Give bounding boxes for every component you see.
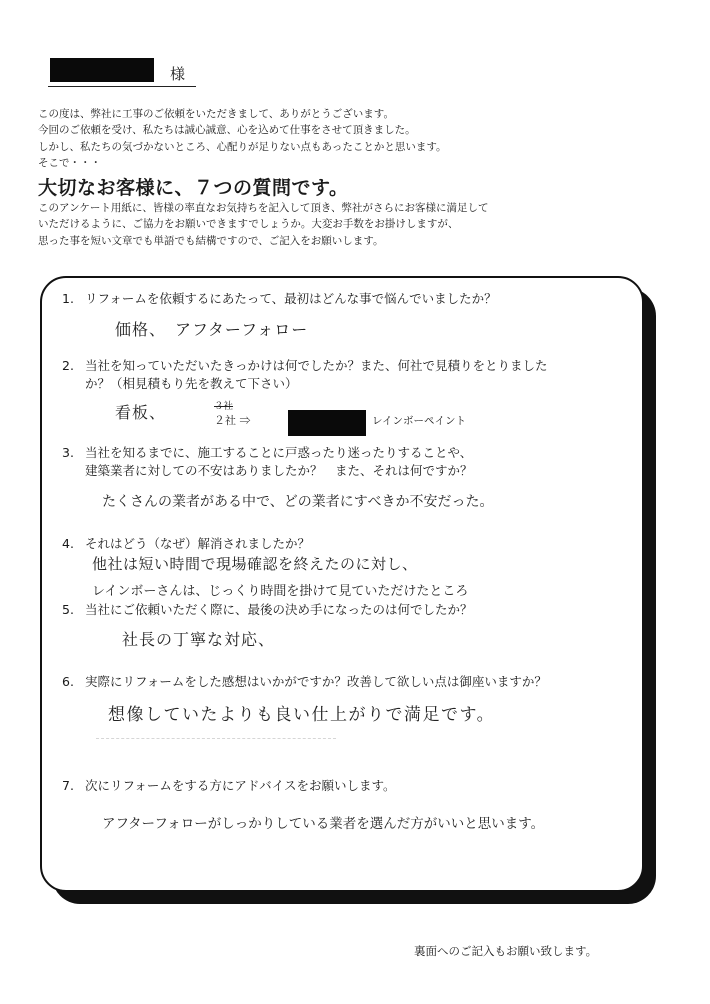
answer-4-line-2: レインボーさんは、じっくり時間を掛けて見ていただけたところ	[92, 584, 469, 599]
answer-6: 想像していたよりも良い仕上がりで満足です。	[108, 705, 496, 725]
intro-line-1: この度は、弊社に工事のご依頼をいただきまして、ありがとうございます。	[38, 108, 394, 120]
answer-2-company: レインボーペイント	[372, 415, 466, 427]
footer-note: 裏面へのご記入もお願い致します。	[414, 944, 598, 958]
question-3-text-line-2: 建築業者に対しての不安はありましたか？ また、それは何ですか？	[85, 463, 473, 478]
question-2-number: 2.	[62, 358, 74, 373]
redacted-customer-name	[50, 58, 154, 82]
intro-body-3: 思った事を短い文章でも単語でも結構ですので、ご記入をお願いします。	[38, 235, 384, 247]
redacted-competitor-name	[288, 410, 366, 436]
answer-1: 価格、 アフターフォロー	[115, 320, 309, 339]
answer-2-count: ２社 ⇒	[214, 414, 251, 427]
answer-7: アフターフォローがしっかりしている業者を選んだ方がいいと思います。	[102, 816, 545, 832]
question-4-text: それはどう（なぜ）解消されましたか？	[85, 536, 311, 551]
intro-line-3: しかし、私たちの気づかないところ、心配りが足りない点もあったことかと思います。	[38, 141, 447, 153]
intro-body-1: このアンケート用紙に、皆様の率直なお気持ちを記入して頂き、弊社がさらにお客様に満足して	[38, 202, 489, 214]
intro-line-4: そこで・・・	[38, 157, 101, 169]
intro-body-2: いただけるように、ご協力をお願いできますでしょうか。大変お手数をお掛けしますが、	[38, 218, 459, 230]
question-7-number: 7.	[62, 778, 74, 793]
answer-2-struck: ３社	[214, 401, 234, 412]
salutation-suffix: 様	[170, 65, 186, 83]
question-3-number: 3.	[62, 445, 74, 460]
intro-line-2: 今回のご依頼を受け、私たちは誠心誠意、心を込めて仕事をさせて頂きました。	[38, 124, 416, 136]
answer-2-main: 看板、	[115, 403, 167, 422]
question-7-text: 次にリフォームをする方にアドバイスをお願いします。	[85, 778, 396, 793]
question-5-number: 5.	[62, 602, 74, 617]
answer-4-line-1: 他社は短い時間で現場確認を終えたのに対し、	[92, 555, 418, 573]
question-2-text-line-1: 当社を知っていただいたきっかけは何でしたか？また、何社で見積りをとりました	[85, 358, 548, 373]
question-2-text-line-2: か？（相見積もり先を教えて下さい）	[85, 376, 298, 391]
question-1-text: リフォームを依頼するにあたって、最初はどんな事で悩んでいましたか？	[85, 291, 497, 306]
question-6-number: 6.	[62, 674, 74, 689]
question-3-text-line-1: 当社を知るまでに、施工することに戸惑ったり迷ったりすることや、	[85, 445, 473, 460]
question-4-number: 4.	[62, 536, 74, 551]
bleed-through-marks	[96, 738, 336, 757]
salutation-underline	[48, 86, 196, 87]
question-5-text: 当社にご依頼いただく際に、最後の決め手になったのは何でしたか？	[85, 602, 473, 617]
answer-3: たくさんの業者がある中で、どの業者にすべきか不安だった。	[102, 494, 494, 510]
answer-5: 社長の丁寧な対応、	[122, 630, 276, 649]
question-6-text: 実際にリフォームをした感想はいかがですか？改善して欲しい点は御座いますか？	[85, 674, 547, 689]
question-1-number: 1.	[62, 291, 74, 306]
headline: 大切なお客様に、７つの質問です。	[38, 177, 349, 199]
